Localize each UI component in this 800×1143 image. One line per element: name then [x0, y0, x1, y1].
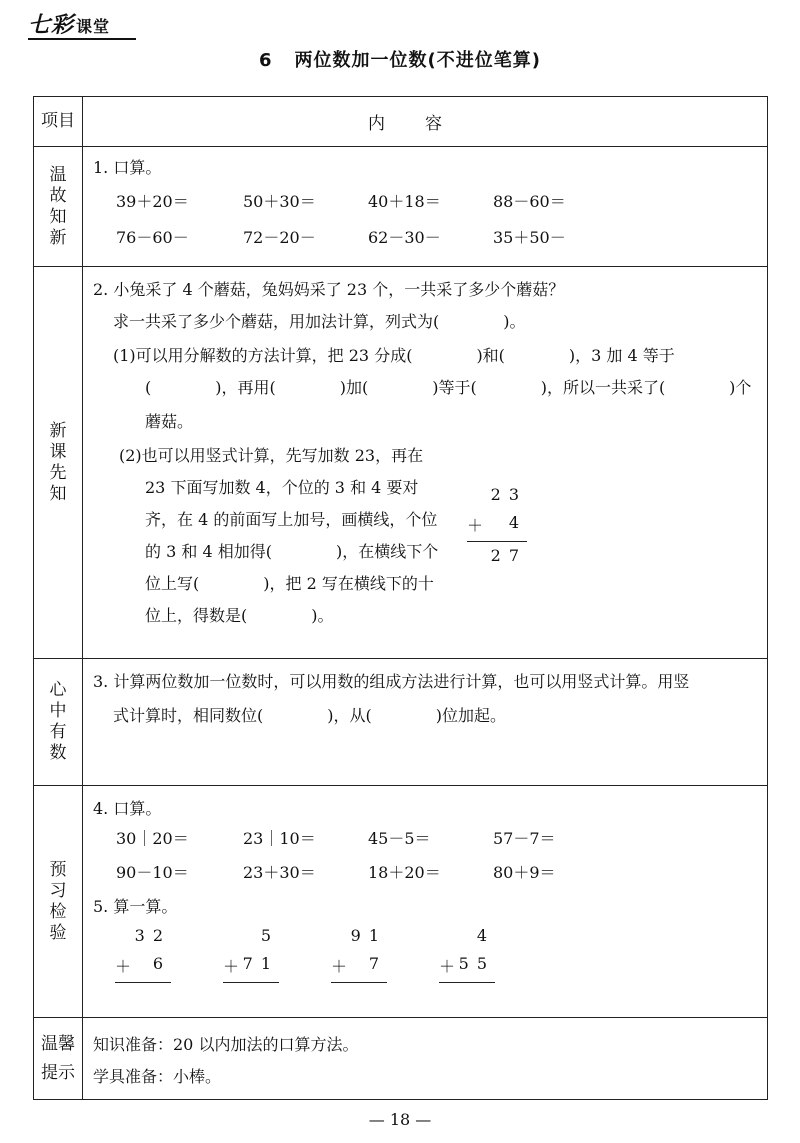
preview-expr: 18＋20＝	[368, 863, 441, 882]
lesson-title-text: 两位数加一位数(不进位笔算)	[294, 50, 541, 71]
new-lesson-label-char: 新	[49, 420, 67, 441]
p2-line: (2)也可以用竖式计算，先写加数 23，再在	[119, 446, 424, 465]
tips-label	[34, 1018, 83, 1100]
vertical-problem	[331, 926, 387, 983]
key-points-content	[83, 659, 768, 786]
logo-small: 课堂	[76, 17, 111, 36]
problem-bottom: 6	[152, 954, 171, 973]
section-key-points	[34, 659, 768, 786]
logo-underline	[28, 38, 136, 40]
preview-label-char: 预	[49, 859, 67, 880]
vertical-addition-example	[467, 485, 527, 574]
preview-expr: 90－10＝	[116, 863, 189, 882]
preview-label	[34, 786, 83, 1018]
p1-line: (1)可以用分解数的方法计算，把 23 分成( )和( )，3 加 4 等于	[113, 346, 675, 365]
review-expr: 76－60－	[116, 228, 189, 247]
vertical-addend-row	[467, 513, 527, 542]
problem-top: 91	[350, 926, 387, 945]
lesson-number: 6	[259, 50, 273, 71]
vertical-problem	[115, 926, 171, 983]
q2-line: 求一共采了多少个蘑菇，用加法计算，列式为( )。	[113, 312, 526, 331]
vertical-addend: 4	[508, 513, 527, 532]
plus-sign: ＋	[439, 957, 456, 976]
preview-label-char: 检	[49, 901, 67, 922]
plus-sign: ＋	[331, 957, 348, 976]
review-expr: 88－60＝	[493, 192, 566, 211]
key-points-label-char: 心	[49, 680, 67, 700]
q4-title: 4. 口算。	[93, 799, 162, 818]
key-points-label-char: 中	[49, 701, 67, 721]
vertical-problem	[223, 926, 279, 983]
logo-main: 七彩	[28, 13, 75, 38]
problem-top: 4	[476, 926, 495, 945]
p2-line: 的 3 和 4 相加得( )，在横线下个	[145, 542, 439, 561]
review-label-char: 故	[49, 185, 67, 206]
review-content	[83, 147, 768, 267]
preview-expr: 30｜20＝	[116, 829, 189, 848]
vertical-result: 27	[490, 546, 527, 565]
review-label-char: 温	[49, 164, 67, 185]
preview-content	[83, 786, 768, 1018]
preview-expr: 80＋9＝	[493, 863, 556, 882]
tips-content	[83, 1018, 768, 1100]
tip-line: 学具准备：小棒。	[93, 1067, 222, 1086]
vertical-problem	[439, 926, 495, 983]
q2-line: 2. 小兔采了 4 个蘑菇，兔妈妈采了 23 个，一共采了多少个蘑菇？	[93, 280, 565, 299]
review-label-char: 新	[49, 227, 67, 248]
vertical-top: 23	[490, 485, 527, 504]
p2-line: 位上，得数是( )。	[145, 606, 334, 625]
tips-label-line: 温馨	[41, 1033, 75, 1054]
p2-line: 23 下面写加数 4，个位的 3 和 4 要对	[145, 478, 419, 497]
review-expr: 39＋20＝	[116, 192, 189, 211]
preview-label-char: 验	[49, 922, 67, 943]
p1-line: 蘑菇。	[145, 412, 194, 431]
preview-expr: 23｜10＝	[243, 829, 316, 848]
problem-top: 5	[260, 926, 279, 945]
preview-expr: 23＋30＝	[243, 863, 316, 882]
key-points-label-char: 数	[49, 743, 67, 763]
tips-label-line: 提示	[41, 1062, 75, 1083]
q5-title: 5. 算一算。	[93, 897, 178, 916]
problem-bottom-row	[115, 954, 171, 983]
lesson-table	[33, 96, 768, 1100]
plus-sign: ＋	[115, 957, 132, 976]
table-header-row	[34, 97, 768, 147]
section-review	[34, 147, 768, 267]
page-number: — 18 —	[368, 1110, 432, 1129]
review-expr: 40＋18＝	[368, 192, 441, 211]
section-new-lesson	[34, 267, 768, 659]
new-lesson-label-char: 知	[49, 483, 67, 504]
header-item: 项目	[34, 97, 83, 147]
q3-line: 3. 计算两位数加一位数时，可以用数的组成方法进行计算，也可以用竖式计算。用竖	[93, 672, 690, 691]
new-lesson-content	[83, 267, 768, 659]
problem-bottom-row	[331, 954, 387, 983]
new-lesson-label	[34, 267, 83, 659]
review-label-char: 知	[49, 206, 67, 227]
review-expr: 35＋50－	[493, 228, 566, 247]
p1-line: ( )，再用( )加( )等于( )，所以一共采了( )个	[145, 378, 752, 397]
header-content: 内容	[83, 97, 768, 147]
p2-line: 齐，在 4 的前面写上加号，画横线，个位	[145, 510, 438, 529]
problem-bottom-row	[223, 954, 279, 983]
key-points-label	[34, 659, 83, 786]
preview-label-char: 习	[49, 880, 67, 901]
review-expr: 62－30－	[368, 228, 441, 247]
plus-sign: ＋	[223, 957, 240, 976]
section-tips	[34, 1018, 768, 1100]
review-expr: 72－20－	[243, 228, 316, 247]
q1-title: 1. 口算。	[93, 158, 162, 177]
lesson-title	[0, 46, 800, 72]
problem-bottom: 71	[242, 954, 279, 973]
q3-line: 式计算时，相同数位( )，从( )位加起。	[113, 706, 506, 725]
problem-bottom: 7	[368, 954, 387, 973]
new-lesson-label-char: 课	[49, 441, 67, 462]
preview-expr: 57－7＝	[493, 829, 556, 848]
new-lesson-label-char: 先	[49, 462, 67, 483]
brand-logo	[28, 8, 110, 39]
key-points-label-char: 有	[49, 722, 67, 742]
problem-bottom: 55	[458, 954, 495, 973]
problem-top: 32	[134, 926, 171, 945]
plus-sign: ＋	[467, 516, 484, 535]
section-preview	[34, 786, 768, 1018]
tip-line: 知识准备：20 以内加法的口算方法。	[93, 1035, 359, 1054]
p2-line: 位上写( )，把 2 写在横线下的十	[145, 574, 434, 593]
preview-expr: 45－5＝	[368, 829, 431, 848]
review-label	[34, 147, 83, 267]
problem-bottom-row	[439, 954, 495, 983]
review-expr: 50＋30＝	[243, 192, 316, 211]
